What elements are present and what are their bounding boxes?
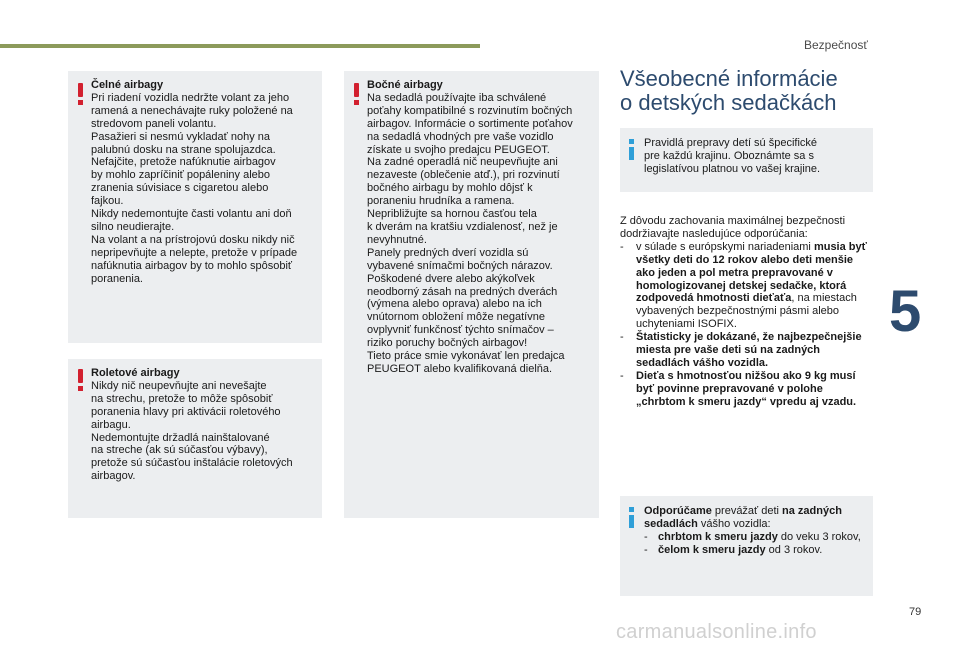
frontal-line: palubnú dosku na strane spolujazdca. (91, 143, 276, 156)
side-line: Na zadné operadlá nič neupevňujte ani (367, 156, 558, 169)
recommendation-info-text (644, 505, 870, 557)
recommend-text: do veku 3 rokov, (777, 530, 861, 543)
frontal-line: Nefajčite, pretože nafúknutie airbagov (91, 156, 276, 169)
side-line: na sedadlá vhodných pre vaše vozidlo (367, 130, 554, 143)
frontal-airbags-box (68, 71, 322, 343)
curtain-airbags-heading: Roletové airbagy (91, 367, 180, 379)
frontal-line: Nikdy nedemontujte časti volantu ani doň (91, 208, 292, 221)
list-item (620, 370, 875, 409)
frontal-line: stredovom paneli volantu. (91, 117, 217, 130)
intro-line: Z dôvodu zachovania maximálnej bezpečnosti (620, 215, 846, 227)
curtain-airbags-text (91, 367, 319, 483)
frontal-line: Na volant a na prístrojovú dosku nikdy nič (91, 233, 295, 246)
curtain-line: poranenia hlavy pri aktivácii roletového (91, 405, 281, 418)
side-line: airbagov. Informácie o sortimente poťahov (367, 117, 573, 130)
recommend-bold: Odporúčame (644, 505, 712, 517)
list-item-bold: Dieťa s hmotnosťou nižšou ako 9 kg musí byť povinne prepravované v polohe „chrbtom k smeru jazdy“ vpredu aj vzadu. (636, 369, 857, 408)
info-icon (629, 147, 634, 160)
recommend-bold: na zadných sedadlách (644, 505, 842, 530)
side-line: Na sedadlá používajte iba schválené (367, 91, 547, 104)
side-line: Nepribližujte sa hornou časťou tela (367, 208, 537, 221)
legislation-info-text (644, 137, 870, 176)
frontal-line: Pri riadení vozidla nedržte volant za jeho (91, 91, 290, 104)
list-item (620, 241, 875, 331)
intro-line: dodržiavajte nasledujúce odporúčania: (620, 227, 808, 240)
list-dash: - (620, 331, 624, 344)
list-item (644, 531, 870, 544)
side-line: (výmena alebo oprava) alebo na ich (367, 298, 542, 311)
frontal-airbags-text (91, 79, 319, 286)
curtain-line: na streche (ak sú súčasťou výbavy), (91, 444, 268, 457)
side-line: poraneniu hrudníka a ramena. (367, 195, 515, 208)
frontal-airbags-heading: Čelné airbagy (91, 79, 164, 91)
side-line: vybavené snímačmi bočných nárazov. (367, 259, 553, 272)
side-line: vnútornom obložení môže negatívne (367, 311, 545, 324)
list-item-bold: Štatisticky je dokázané, že najbezpečnejšie miesta pre vaše deti sú na zadných sedadlách vášho vozidla. (636, 331, 862, 369)
page-title-line: Všeobecné informácie (620, 66, 838, 91)
side-line: nezaveste (oblečenie atď.), pri rozvinutí (367, 169, 560, 182)
list-dash: - (620, 240, 624, 253)
page-number: 79 (909, 606, 922, 618)
list-item (620, 331, 875, 370)
side-line: bočného airbagu by mohlo dôjsť k (367, 182, 533, 195)
section-title: Bezpečnosť (804, 38, 868, 52)
list-item (644, 544, 870, 557)
side-line: poťahy kompatibilné s rozvinutím bočných (367, 104, 573, 117)
info-line: legislatívou platnou vo vašej krajine. (644, 162, 821, 175)
recommend-bold: chrbtom k smeru jazdy (658, 530, 778, 543)
side-airbags-heading: Bočné airbagy (367, 79, 443, 91)
header-accent-bar (0, 44, 480, 48)
recommendations-text (620, 215, 875, 409)
frontal-line: by mohlo zapríčiniť popáleniny alebo (91, 169, 271, 182)
page-title (620, 67, 838, 115)
side-line: Poškodené dvere alebo akýkoľvek (367, 272, 535, 285)
frontal-line: nepripevňujte a nelepte, pretože v prípade (91, 246, 298, 259)
list-item-text: , na miestach vybavených bezpečnostnými pásmi alebo uchyteniami ISOFIX. (636, 292, 857, 331)
warning-icon (78, 83, 83, 97)
frontal-line: ramená a nenechávajte ruky položené na (91, 104, 293, 117)
recommend-text: od 3 rokov. (765, 543, 823, 556)
side-line: PEUGEOT alebo kvalifikovaná dielňa. (367, 362, 553, 375)
info-line: pre každú krajinu. Oboznámte sa s (644, 149, 814, 162)
frontal-line: silno neudierajte. (91, 220, 175, 233)
page-title-line: o detských sedačkách (620, 90, 837, 115)
curtain-line: na strechu, pretože to môže spôsobiť (91, 392, 273, 405)
info-icon (629, 515, 634, 528)
side-line: Tieto práce smie vykonávať len predajca (367, 350, 565, 363)
side-line: získate u svojho predajcu PEUGEOT. (367, 143, 550, 156)
list-dash: - (644, 543, 648, 556)
side-line: riziko poruchy bočných airbagov! (367, 337, 528, 350)
warning-icon (78, 369, 83, 383)
frontal-line: Pasažieri si nesmú vykladať nohy na (91, 130, 270, 143)
list-item-text: v súlade s európskymi nariadeniami (636, 240, 811, 253)
warning-icon (354, 83, 359, 97)
info-line: Pravidlá prepravy detí sú špecifické (644, 137, 818, 149)
recommend-text: vášho vozidla: (697, 517, 771, 530)
legislation-info-box (620, 128, 873, 192)
curtain-line: Nikdy nič neupevňujte ani nevešajte (91, 379, 267, 392)
frontal-line: nafúknutia airbagov by to mohlo spôsobiť (91, 259, 293, 272)
curtain-line: pretože sú súčasťou inštalácie roletových (91, 457, 293, 470)
list-dash: - (644, 530, 648, 543)
frontal-line: poranenia. (91, 272, 143, 285)
curtain-line: airbagu. (91, 418, 131, 431)
recommendation-info-box (620, 496, 873, 596)
chapter-number: 5 (889, 279, 922, 344)
curtain-line: airbagov. (91, 470, 136, 483)
list-item-bold: musia byť všetky deti do 12 rokov alebo deti menšie ako jeden a pol metra prepravované v homologizovanej detskej sedačke, ktorá zodpovedá hmotnosti dieťaťa (636, 240, 867, 305)
side-line: ovplyvniť funkčnosť týchto snímačov – (367, 324, 554, 337)
frontal-line: fajkou. (91, 195, 124, 208)
side-airbags-text (367, 79, 597, 376)
side-line: k dverám na kratšiu vzdialenosť, než je (367, 220, 558, 233)
side-line: neodborný zásah na predných dverách (367, 285, 558, 298)
frontal-line: zranenia súvisiace s cigaretou alebo (91, 182, 269, 195)
recommend-text: prevážať deti (711, 505, 783, 517)
side-line: nevyhnutné. (367, 233, 427, 246)
watermark: carmanualsonline.info (616, 621, 817, 643)
curtain-airbags-box (68, 359, 322, 518)
curtain-line: Nedemontujte držadlá nainštalované (91, 431, 270, 444)
side-line: Panely predných dverí vozidla sú (367, 246, 529, 259)
recommend-bold: čelom k smeru jazdy (658, 543, 766, 556)
side-airbags-box (344, 71, 599, 518)
list-dash: - (620, 369, 624, 382)
